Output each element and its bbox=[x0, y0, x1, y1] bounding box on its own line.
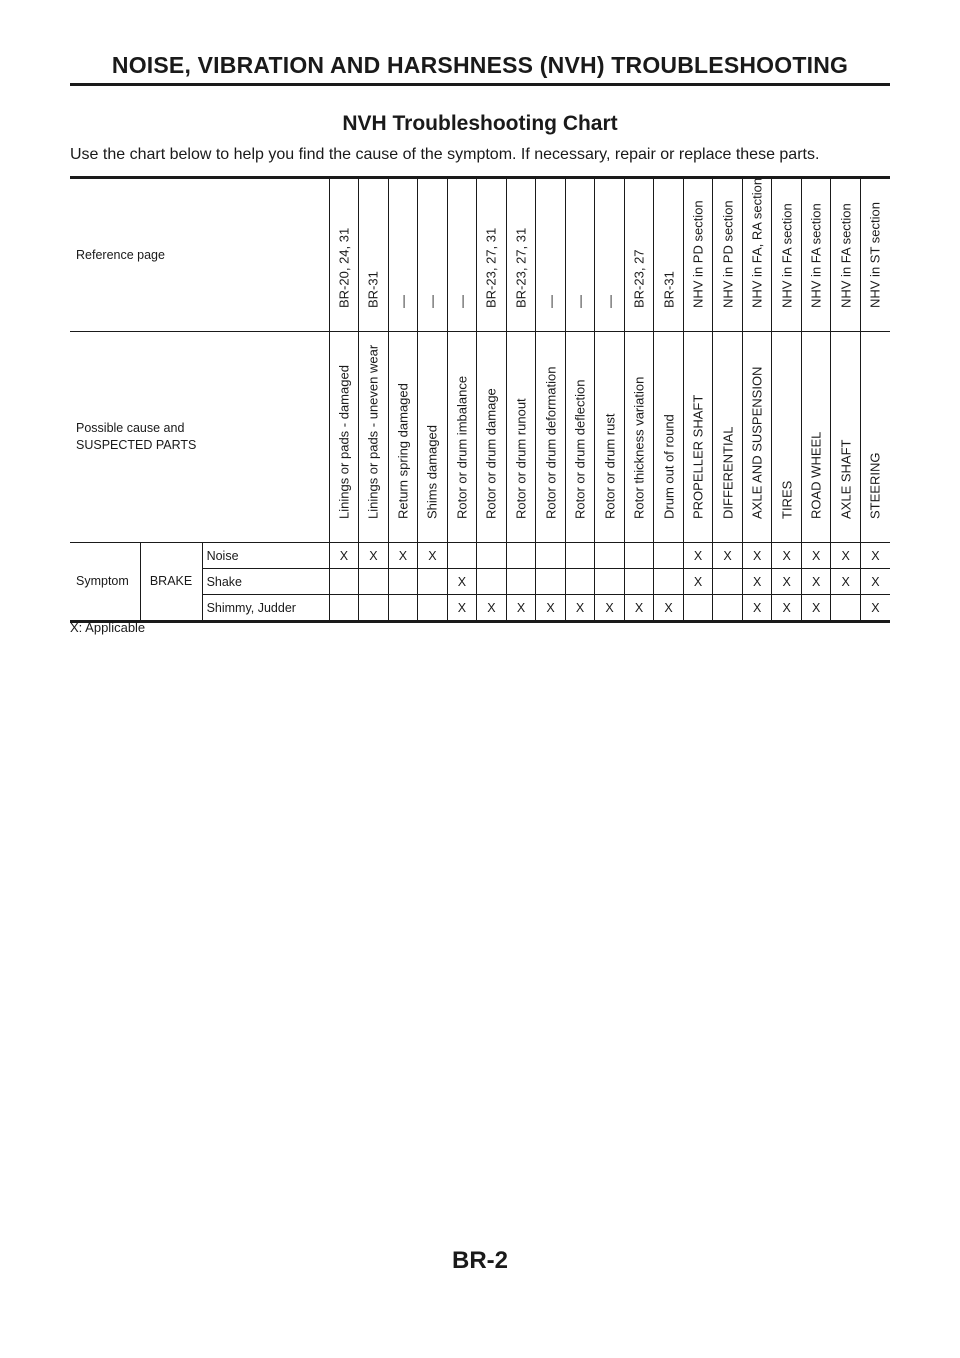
mark-cell: X bbox=[713, 543, 743, 569]
cause-cell bbox=[477, 332, 507, 543]
page-number: BR-2 bbox=[451, 1247, 508, 1274]
cause-text: Rotor or drum runout bbox=[513, 398, 529, 519]
cause-text: Rotor or drum damage bbox=[483, 388, 499, 519]
cause-text: AXLE AND SUSPENSION bbox=[749, 366, 765, 519]
reference-page-text: — bbox=[395, 295, 411, 308]
cause-label bbox=[70, 332, 329, 543]
reference-page-cell bbox=[329, 178, 359, 332]
reference-page-cell bbox=[477, 178, 507, 332]
section-title: NVH Troubleshooting Chart bbox=[342, 112, 618, 135]
mark-cell: X bbox=[860, 595, 890, 622]
reference-page-cell bbox=[536, 178, 566, 332]
mark-cell bbox=[359, 595, 389, 622]
mark-cell bbox=[359, 569, 389, 595]
mark-cell: X bbox=[565, 595, 595, 622]
intro-text: Use the chart below to help you find the cause of the symptom. If necessary, repair or replace these parts. bbox=[70, 146, 820, 163]
reference-page-text: — bbox=[572, 295, 588, 308]
cause-text: TIRES bbox=[779, 480, 795, 519]
cause-text: PROPELLER SHAFT bbox=[690, 394, 706, 519]
cause-cell bbox=[595, 332, 625, 543]
reference-page-cell bbox=[565, 178, 595, 332]
mark-cell: X bbox=[624, 595, 654, 622]
cause-cell bbox=[831, 332, 861, 543]
cause-text: AXLE SHAFT bbox=[838, 439, 854, 519]
cause-cell bbox=[624, 332, 654, 543]
reference-page-text: — bbox=[543, 295, 558, 308]
reference-page-text: NHV in FA section bbox=[808, 203, 824, 308]
cause-text: DIFFERENTIAL bbox=[720, 426, 736, 519]
mark-cell: X bbox=[772, 543, 802, 569]
cause-text: Shims damaged bbox=[424, 425, 440, 519]
cause-cell bbox=[359, 332, 389, 543]
mark-cell bbox=[329, 595, 359, 622]
mark-cell bbox=[565, 569, 595, 595]
mark-cell: X bbox=[831, 543, 861, 569]
reference-page-text: BR-31 bbox=[365, 271, 381, 308]
reference-page-text: — bbox=[602, 295, 618, 308]
mark-cell bbox=[624, 569, 654, 595]
reference-page-text: NHV in PD section bbox=[690, 200, 706, 308]
cause-cell bbox=[860, 332, 890, 543]
reference-page-text: BR-31 bbox=[661, 271, 677, 308]
reference-page-text: BR-23, 27, 31 bbox=[513, 227, 529, 308]
reference-page-cell bbox=[359, 178, 389, 332]
mark-cell: X bbox=[801, 569, 831, 595]
reference-page-text: NHV in FA section bbox=[779, 203, 795, 308]
reference-page-text: NHV in FA section bbox=[838, 203, 854, 308]
reference-page-cell bbox=[831, 178, 861, 332]
cause-cell bbox=[801, 332, 831, 543]
brake-group-label: BRAKE bbox=[140, 543, 202, 622]
mark-cell: X bbox=[388, 543, 418, 569]
reference-page-text: NHV in PD section bbox=[720, 200, 736, 308]
mark-cell bbox=[654, 569, 684, 595]
reference-page-cell bbox=[418, 178, 448, 332]
mark-cell bbox=[536, 543, 566, 569]
mark-cell: X bbox=[506, 595, 536, 622]
mark-cell: X bbox=[654, 595, 684, 622]
reference-page-text: BR-23, 27, 31 bbox=[483, 227, 499, 308]
symptom-name: Shimmy, Judder bbox=[202, 595, 329, 622]
cause-text: Rotor or drum rust bbox=[602, 413, 618, 519]
mark-cell bbox=[595, 569, 625, 595]
cause-text: Return spring damaged bbox=[395, 383, 411, 519]
cause-cell bbox=[418, 332, 448, 543]
mark-cell: X bbox=[742, 543, 772, 569]
mark-cell bbox=[447, 543, 477, 569]
mark-cell: X bbox=[742, 595, 772, 622]
reference-page-label: Reference page bbox=[70, 178, 329, 332]
reference-page-cell bbox=[742, 178, 772, 332]
cause-cell bbox=[447, 332, 477, 543]
cause-row bbox=[70, 332, 890, 543]
mark-cell bbox=[683, 595, 713, 622]
cause-text: Rotor or drum imbalance bbox=[454, 375, 470, 519]
mark-cell: X bbox=[801, 543, 831, 569]
mark-cell: X bbox=[683, 543, 713, 569]
cause-cell bbox=[742, 332, 772, 543]
running-header: NOISE, VIBRATION AND HARSHNESS (NVH) TROUBLESHOOTING bbox=[111, 52, 849, 78]
cause-cell bbox=[388, 332, 418, 543]
mark-cell bbox=[329, 569, 359, 595]
reference-page-cell bbox=[683, 178, 713, 332]
cause-cell bbox=[654, 332, 684, 543]
mark-cell: X bbox=[329, 543, 359, 569]
reference-page-text: — bbox=[454, 295, 470, 308]
cause-cell bbox=[772, 332, 802, 543]
reference-page-text: — bbox=[424, 295, 440, 308]
reference-page-cell bbox=[860, 178, 890, 332]
reference-page-text: BR-23, 27 bbox=[631, 249, 647, 308]
cause-text: Drum out of round bbox=[661, 414, 677, 519]
mark-cell: X bbox=[447, 569, 477, 595]
reference-page-cell bbox=[595, 178, 625, 332]
cause-cell bbox=[683, 332, 713, 543]
cause-cell bbox=[506, 332, 536, 543]
mark-cell: X bbox=[418, 543, 448, 569]
mark-cell: X bbox=[772, 569, 802, 595]
cause-text: Rotor or drum deformation bbox=[543, 366, 558, 519]
mark-cell bbox=[418, 569, 448, 595]
mark-cell bbox=[477, 569, 507, 595]
mark-cell: X bbox=[683, 569, 713, 595]
mark-cell bbox=[536, 569, 566, 595]
mark-cell: X bbox=[801, 595, 831, 622]
reference-page-cell bbox=[713, 178, 743, 332]
mark-cell bbox=[388, 569, 418, 595]
footnote: X: Applicable bbox=[70, 620, 146, 635]
mark-cell: X bbox=[359, 543, 389, 569]
cause-text: Rotor thickness variation bbox=[631, 376, 647, 519]
mark-cell: X bbox=[831, 569, 861, 595]
cause-text: ROAD WHEEL bbox=[808, 431, 824, 519]
reference-page-text: NHV in FA, RA section bbox=[749, 177, 765, 308]
symptom-name: Shake bbox=[202, 569, 329, 595]
nvh-chart-table bbox=[70, 176, 890, 623]
mark-cell bbox=[713, 595, 743, 622]
cause-text: Rotor or drum deflection bbox=[572, 379, 588, 519]
mark-cell: X bbox=[595, 595, 625, 622]
mark-cell: X bbox=[477, 595, 507, 622]
mark-cell bbox=[388, 595, 418, 622]
reference-page-cell bbox=[506, 178, 536, 332]
mark-cell: X bbox=[536, 595, 566, 622]
mark-cell: X bbox=[860, 543, 890, 569]
cause-cell bbox=[329, 332, 359, 543]
mark-cell bbox=[595, 543, 625, 569]
mark-cell bbox=[477, 543, 507, 569]
cause-cell bbox=[565, 332, 595, 543]
symptom-label: Symptom bbox=[70, 543, 140, 622]
cause-label-line2: SUSPECTED PARTS bbox=[76, 438, 197, 452]
reference-page-cell bbox=[388, 178, 418, 332]
reference-page-cell bbox=[624, 178, 654, 332]
mark-cell: X bbox=[447, 595, 477, 622]
mark-cell: X bbox=[860, 569, 890, 595]
cause-text: Linings or pads - damaged bbox=[336, 365, 352, 519]
reference-page-cell bbox=[654, 178, 684, 332]
cause-text: STEERING bbox=[867, 452, 883, 519]
mark-cell bbox=[713, 569, 743, 595]
cause-label-line1: Possible cause and bbox=[76, 421, 185, 435]
mark-cell: X bbox=[772, 595, 802, 622]
cause-cell bbox=[713, 332, 743, 543]
symptom-row-noise bbox=[70, 543, 890, 569]
reference-page-cell bbox=[772, 178, 802, 332]
mark-cell bbox=[831, 595, 861, 622]
mark-cell bbox=[654, 543, 684, 569]
mark-cell: X bbox=[742, 569, 772, 595]
reference-page-row bbox=[70, 178, 890, 332]
mark-cell bbox=[624, 543, 654, 569]
reference-page-cell bbox=[447, 178, 477, 332]
reference-page-cell bbox=[801, 178, 831, 332]
mark-cell bbox=[565, 543, 595, 569]
mark-cell bbox=[418, 595, 448, 622]
cause-cell bbox=[536, 332, 566, 543]
header-rule bbox=[70, 83, 890, 86]
symptom-name: Noise bbox=[202, 543, 329, 569]
mark-cell bbox=[506, 543, 536, 569]
cause-text: Linings or pads - uneven wear bbox=[365, 344, 381, 519]
reference-page-text: BR-20, 24, 31 bbox=[336, 227, 352, 308]
mark-cell bbox=[506, 569, 536, 595]
reference-page-text: NHV in ST section bbox=[867, 202, 883, 308]
